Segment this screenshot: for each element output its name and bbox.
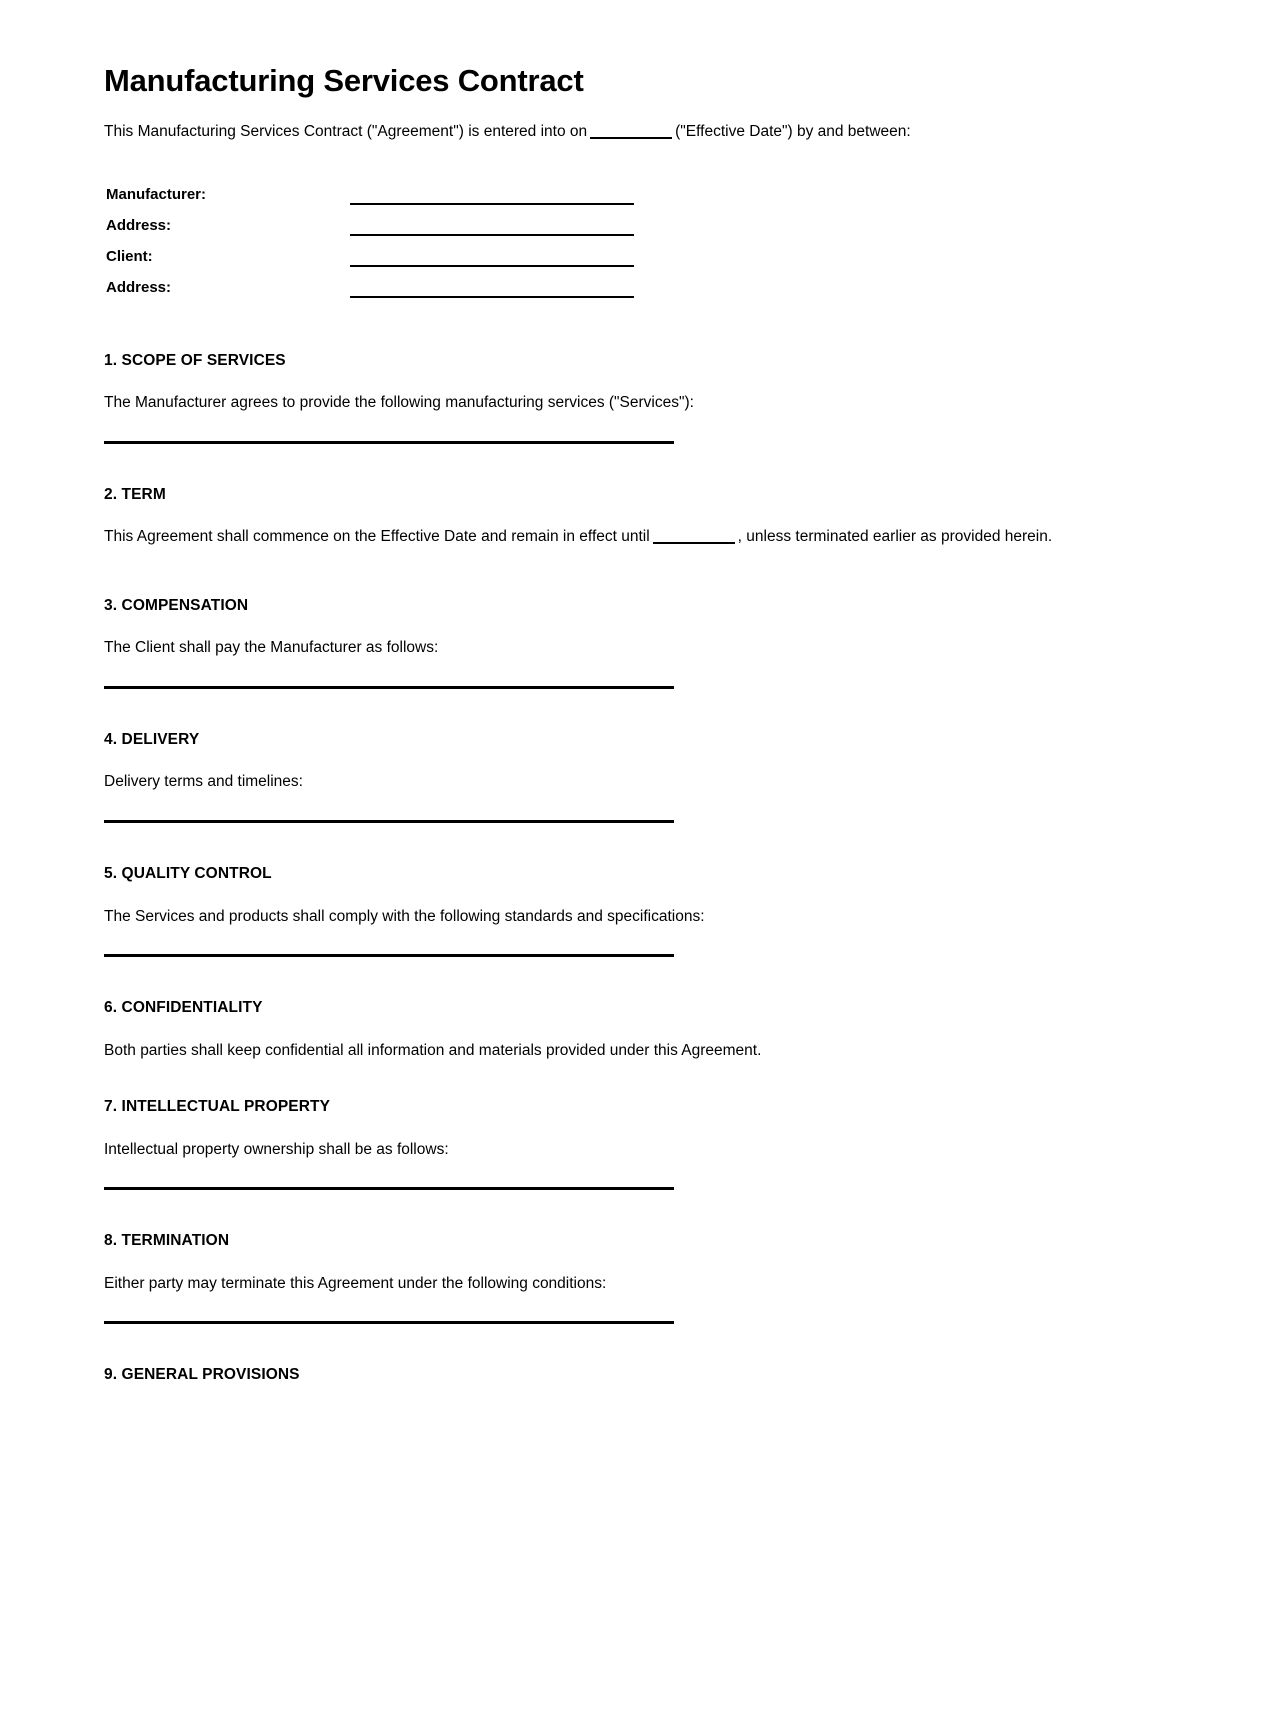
section-quality-control (104, 849, 1104, 957)
section-body: The Client shall pay the Manufacturer as follows: (104, 639, 439, 657)
intro-paragraph (104, 121, 1104, 143)
intro-text-after-blank: ("Effective Date") by and between: (675, 123, 911, 141)
section-intellectual-property (104, 1082, 1104, 1190)
document-content (104, 62, 1104, 1391)
party-row-manufacturer-address (106, 205, 1104, 236)
section-heading: 5. QUALITY CONTROL (104, 864, 272, 882)
party-field-manufacturer[interactable] (350, 185, 634, 205)
section-fill-rule-intellectual-property[interactable] (104, 1187, 674, 1190)
section-term (104, 470, 1104, 575)
party-field-client-address[interactable] (350, 278, 634, 298)
section-fill-rule-scope[interactable] (104, 441, 674, 444)
section-body: Both parties shall keep confidential all information and materials provided under this Agreement. (104, 1041, 762, 1059)
section-body (104, 526, 1104, 548)
parties-block (104, 174, 1104, 298)
section-fill-rule-quality-control[interactable] (104, 954, 674, 957)
section-scope-of-services (104, 336, 1104, 444)
section-body: Either party may terminate this Agreement under the following conditions: (104, 1274, 607, 1292)
section-body: Delivery terms and timelines: (104, 773, 303, 791)
section-heading: 8. TERMINATION (104, 1232, 230, 1250)
section-heading: 6. CONFIDENTIALITY (104, 998, 263, 1016)
section-heading: 2. TERM (104, 485, 166, 503)
term-end-date-blank[interactable] (653, 542, 735, 544)
section-heading: 9. GENERAL PROVISIONS (104, 1366, 300, 1384)
party-row-client (106, 236, 1104, 267)
section-fill-rule-termination[interactable] (104, 1321, 674, 1324)
section-heading: 7. INTELLECTUAL PROPERTY (104, 1098, 331, 1116)
party-label-client-address: Address: (106, 279, 172, 297)
party-row-client-address (106, 267, 1104, 298)
term-text-after-blank: , unless terminated earlier as provided herein. (737, 528, 1053, 546)
section-heading: 4. DELIVERY (104, 730, 200, 748)
party-label-manufacturer-address: Address: (106, 217, 172, 235)
party-row-manufacturer (106, 174, 1104, 205)
section-termination (104, 1216, 1104, 1324)
party-field-client[interactable] (350, 247, 634, 267)
term-text-before-blank: This Agreement shall commence on the Effective Date and remain in effect until (104, 528, 650, 546)
section-spacer (104, 549, 1104, 575)
section-body: Intellectual property ownership shall be as follows: (104, 1140, 449, 1158)
section-body: The Manufacturer agrees to provide the following manufacturing services ("Services"): (104, 394, 694, 412)
section-heading: 1. SCOPE OF SERVICES (104, 351, 286, 369)
party-label-manufacturer: Manufacturer: (106, 186, 207, 204)
section-general-provisions (104, 1350, 1104, 1385)
section-heading: 3. COMPENSATION (104, 596, 249, 614)
section-compensation (104, 581, 1104, 689)
section-confidentiality (104, 983, 1104, 1076)
party-field-manufacturer-address[interactable] (350, 216, 634, 236)
section-body: The Services and products shall comply with the following standards and specifications: (104, 907, 705, 925)
party-label-client: Client: (106, 248, 153, 266)
intro-text-before-blank: This Manufacturing Services Contract ("Agreement") is entered into on (104, 123, 588, 141)
section-fill-rule-delivery[interactable] (104, 820, 674, 823)
effective-date-blank[interactable] (590, 137, 672, 139)
section-fill-rule-compensation[interactable] (104, 686, 674, 689)
section-spacer (104, 1062, 1104, 1076)
page-title: Manufacturing Services Contract (104, 63, 584, 98)
section-delivery (104, 715, 1104, 823)
